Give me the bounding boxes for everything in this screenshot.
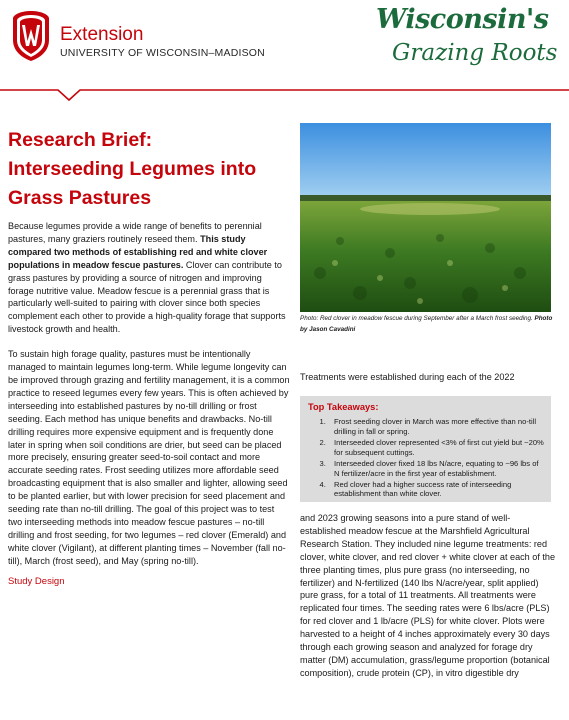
title-line: Interseeding Legumes into — [8, 158, 257, 180]
takeaways-title: Top Takeaways: — [308, 402, 379, 412]
background-paragraph: To sustain high forage quality, pastures must be intentionally managed to maintain legumes long-term. While legume longevity can be improved through grazing and fertility management, it is a common practice to reseed legumes every few years. This is often achieved by interseeding into established pastures by no-till drilling or frost seeding. Each method has unique benefits and drawbacks. No-till drilling requires more expensive equipment and is frequently done later in spring when soil conditions are drier, but seed can be placed more precisely, ensuring greater seed-to-soil contact and more accurate seeding rates. Frost seeding utilizes more affordable seed broadcasting equipment that is also smaller and lighter, allowing seed to be planted earlier, but with lower precision for seed placement and seeding rate than no-till drilling. The goal of this project was to test two interseeding methods into meadow fescue pastures – no-till drilling and frost seeding, for two legumes – red clover (Emerald) and white clover (Vigilant), at different planting times – November (fall no-till), March (frost seed), and May (spring no-till). — [8, 349, 290, 566]
page-title — [8, 126, 288, 213]
header-divider — [0, 88, 569, 102]
intro-paragraph: Because legumes provide a wide range of benefits to perennial pastures, many graziers routinely reseed them. This study compared two methods of establishing red and white clover populations in meadow fescue pastures. Clover can contribute to grass pastures by providing a source of nitrogen and improving forage nutritive value. Meadow fescue is a perennial grass that is particularly well-suited to pairing with clover since both species complement each other to provide a high-quality forage that supports livestock growth and health. — [8, 221, 286, 335]
uw-crest-logo — [10, 10, 52, 62]
top-takeaways-box — [300, 396, 551, 502]
page-header — [0, 0, 569, 86]
pasture-photo — [300, 123, 551, 312]
title-line: Research Brief: — [8, 129, 153, 151]
left-column — [8, 220, 290, 588]
brand-wisconsins: Wisconsin's — [376, 4, 549, 35]
university-name: UNIVERSITY OF WISCONSIN–MADISON — [60, 47, 265, 59]
brand-grazing-roots: Grazing Roots — [392, 40, 558, 66]
right-column — [300, 512, 555, 680]
photo-caption: Photo: Red clover in meadow fescue during September after a March frost seeding. Photo by Jason Cavadini — [300, 315, 553, 333]
list-item: 1. Frost seeding clover in March was more effective than no-till drilling in fall or spring. — [328, 417, 546, 436]
title-line: Grass Pastures — [8, 187, 152, 209]
takeaways-list — [300, 417, 546, 501]
list-item: 3. Interseeded clover fixed 18 lbs N/acre, equating to ~96 lbs of N fertilizer/acre in the first year of establishment. — [328, 459, 546, 478]
study-paragraph: and 2023 growing seasons into a pure stand of well-established meadow fescue at the Marshfield Agricultural Research Station. They included nine legume treatments: red clover, white clover, and red clover + white clover at each of the three planting times, plus pure grass (no interseeding, no fertilizer) and N-fertilized (140 lbs N/acre/year, split applied) pure grass, for a total of 11 treatments. All treatments were replicated four times. The seeding rates were 6 lbs/acre (PLS) for red clover and 1 lb/acre (PLS) for white clover. Plots were harvested to a height of 4 inches approximately every 30 days through each growing season and analyzed for forage dry matter (DM) accumulation, grass/legume proportion (botanical composition), crude protein (CP), in vitro digestible dry — [300, 513, 556, 678]
list-item: 2. Interseeded clover represented <3% of first cut yield but ~20% for subsequent cuttings. — [328, 438, 546, 457]
study-design-heading: Study Design — [8, 575, 65, 587]
list-item: 4. Red clover had a higher success rate of interseeding establishment than white clover. — [328, 480, 546, 499]
treatments-line: Treatments were established during each of the 2022 — [300, 372, 515, 382]
extension-title: Extension — [60, 24, 144, 45]
